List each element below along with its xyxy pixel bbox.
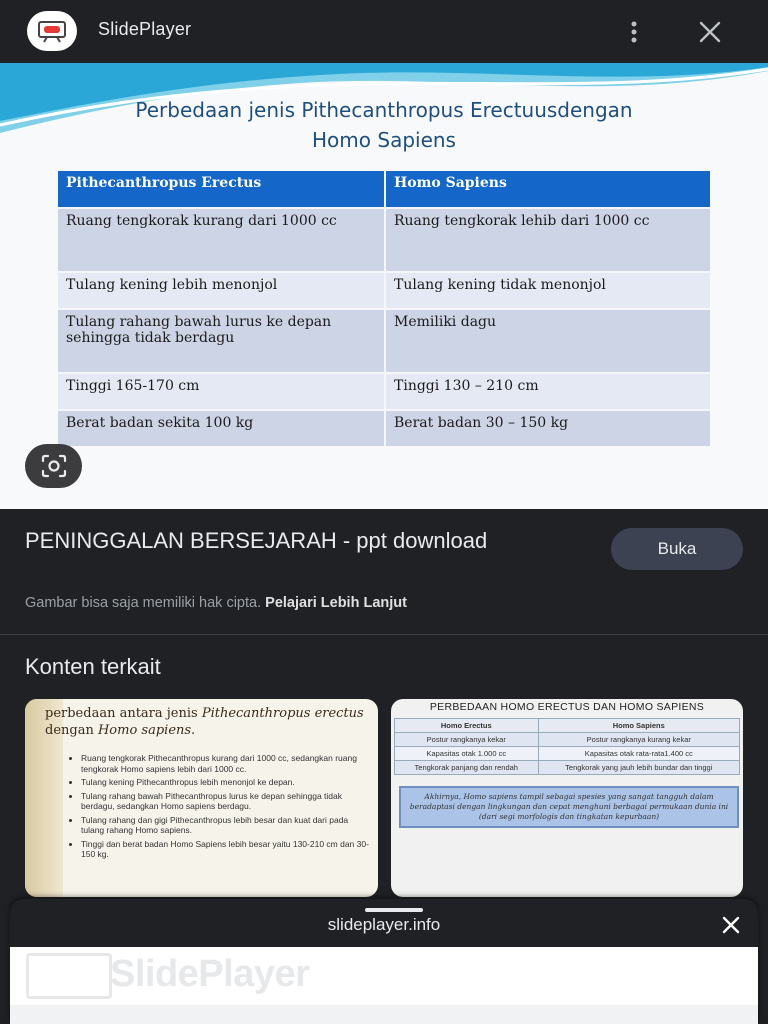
card-title-italic: Homo sapiens. (97, 723, 196, 738)
card-title: PERBEDAAN HOMO ERECTUS DAN HOMO SAPIENS (429, 701, 705, 713)
close-icon[interactable] (694, 17, 726, 47)
slide-title (0, 95, 768, 155)
table-cell: Tulang rahang bawah lurus ke depan sehingga tidak berdagu (58, 308, 386, 372)
slideplayer-logo-icon (26, 953, 112, 999)
table-cell: Ruang tengkorak kurang dari 1000 cc (58, 207, 386, 271)
lens-search-button[interactable] (25, 444, 82, 488)
slideplayer-logo-icon (27, 11, 77, 51)
table-cell: Kapasitas otak rata-rata1.400 cc (538, 747, 739, 761)
table-row (58, 409, 710, 446)
sheet-close-icon[interactable] (718, 913, 744, 937)
table-cell: Tinggi 130 – 210 cm (386, 372, 710, 409)
table-cell: Tengkorak yang jauh lebih bundar dan tinggi (538, 761, 739, 775)
sheet-title: slideplayer.info (327, 915, 441, 934)
divider (0, 634, 768, 635)
table-header: Homo Sapiens (386, 171, 710, 207)
table-row (58, 308, 710, 372)
list-item: • Tulang rahang bawah Pithecanthropus lurus ke depan sehingga tidak berdagu, sedangkan Homo sapiens berdagu. (81, 791, 371, 812)
table-cell: Berat badan sekita 100 kg (58, 409, 386, 446)
result-title[interactable]: PENINGGALAN BERSEJARAH - ppt download (25, 528, 488, 553)
drag-handle[interactable] (365, 908, 423, 912)
card-title-text: dengan (45, 723, 98, 738)
web-preview[interactable] (10, 947, 758, 1024)
learn-more-link[interactable]: Pelajari Lebih Lanjut (265, 595, 407, 611)
slide-title-line2: Homo Sapiens (312, 128, 456, 152)
table-header: Pithecanthropus Erectus (58, 171, 386, 207)
card-table (394, 718, 740, 775)
card-title (45, 705, 365, 739)
table-cell: Tengkorak panjang dan rendah (395, 761, 539, 775)
app-title: SlidePlayer (98, 19, 192, 39)
related-card[interactable] (25, 699, 378, 897)
table-cell: Kapasitas otak 1.000 cc (395, 747, 539, 761)
table-row (58, 207, 710, 271)
list-item: • Ruang tengkorak Pithecanthropus kurang dari 1000 cc, sedangkan ruang tengkorak Homo sapiens lebih dari 1000 cc. (81, 753, 371, 774)
open-button[interactable]: Buka (611, 528, 743, 570)
bottom-sheet (10, 899, 758, 1024)
table-cell: Memiliki dagu (386, 308, 710, 372)
top-bar (0, 0, 768, 63)
table-row (58, 271, 710, 308)
copyright-text: Gambar bisa saja memiliki hak cipta. (25, 595, 262, 611)
table-row (395, 761, 740, 775)
card-note: Akhirnya, Homo sapiens tampil sebagai spesies yang sangat tangguh dalam beradaptasi dengan lingkungan dan cepat menghuni berbagai permukaan dunia ini (dari segi morfologis dan tingkatan kepurbaan) (399, 786, 739, 828)
list-item: • Tulang kening Pithecanthropus lebih menonjol ke depan. (81, 777, 371, 788)
lens-icon (40, 453, 68, 479)
related-content-title: Konten terkait (25, 654, 161, 679)
table-header: Homo Erectus (395, 719, 539, 733)
card-title-italic: Pithecanthropus erectus (201, 706, 364, 721)
slideplayer-brand: SlidePlayer (110, 953, 310, 995)
slide-title-line1: Perbedaan jenis Pithecanthropus Erectuusdengan (135, 98, 633, 122)
table-row (395, 733, 740, 747)
table-cell: Tinggi 165-170 cm (58, 372, 386, 409)
table-cell: Berat badan 30 – 150 kg (386, 409, 710, 446)
table-cell: Ruang tengkorak lehib dari 1000 cc (386, 207, 710, 271)
slide-image[interactable] (0, 63, 768, 509)
card-title-text: perbedaan antara jenis (45, 706, 202, 721)
list-item: • Tulang rahang dan gigi Pithecanthropus lebih besar dan kuat dari pada tulang rahang Homo sapiens. (81, 815, 371, 836)
preview-strip (10, 1005, 758, 1024)
table-header: Homo Sapiens (538, 719, 739, 733)
table-row (58, 372, 710, 409)
copyright-notice (25, 595, 407, 611)
card-bullet-list (71, 753, 371, 863)
table-cell: Postur rangkanya kurang kekar (538, 733, 739, 747)
table-cell: Tulang kening tidak menonjol (386, 271, 710, 308)
list-item: • Tinggi dan berat badan Homo Sapiens lebih besar yaitu 130-210 cm dan 30-150 kg. (81, 839, 371, 860)
comparison-table (58, 171, 710, 446)
table-row (395, 747, 740, 761)
table-cell: Tulang kening lebih menonjol (58, 271, 386, 308)
more-options-icon[interactable] (622, 18, 646, 46)
table-cell: Postur rangkanya kekar (395, 733, 539, 747)
related-card[interactable] (391, 699, 743, 897)
